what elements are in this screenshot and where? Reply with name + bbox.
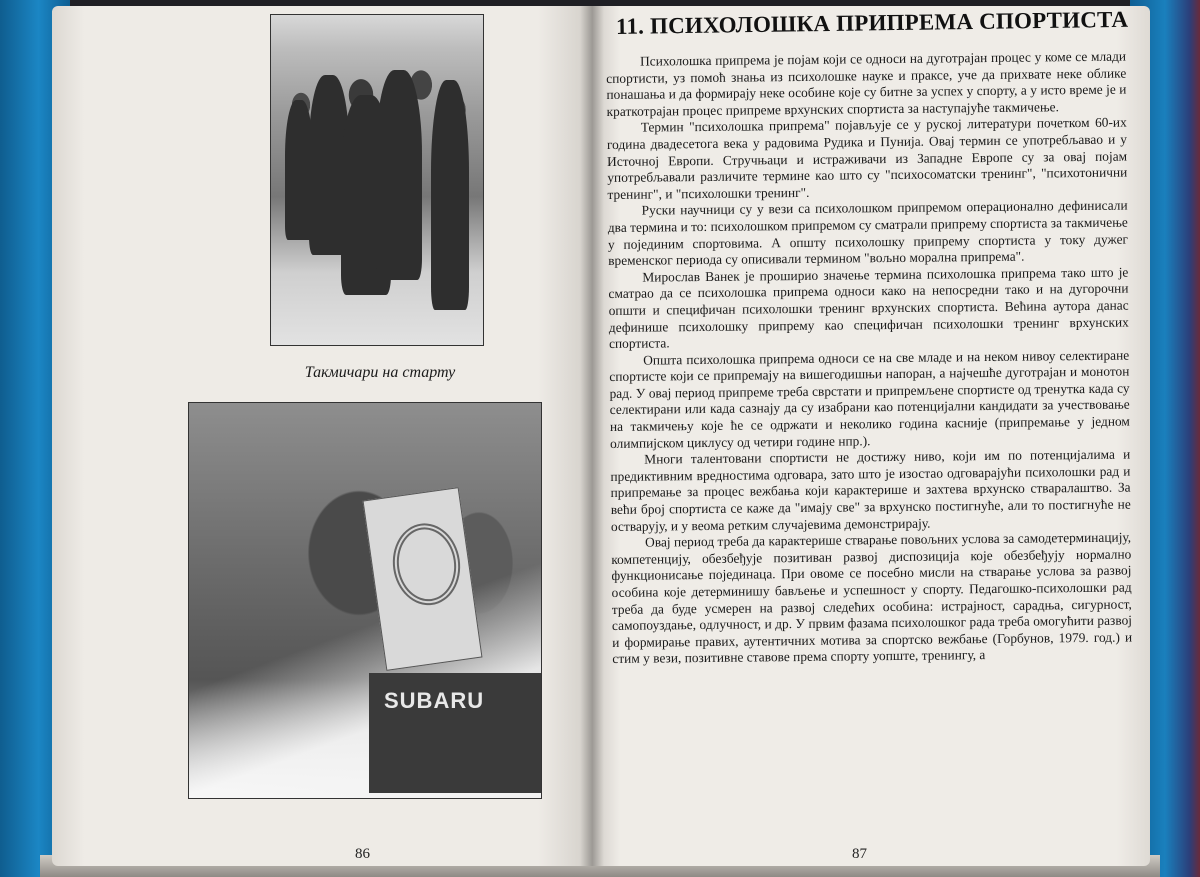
page-number-left: 86 bbox=[355, 846, 370, 862]
chapter-title: 11. ПСИХОЛОШКА ПРИПРЕМА СПОРТИСТА bbox=[615, 6, 1129, 39]
sponsor-text: SUBARU bbox=[384, 688, 485, 713]
paragraph: Термин "психолошка припрема" појављује се у руској литератури почетком 60-их година двадесетога века у радовима Рудика и Пунија. Овај термин се употребљавао и у Источној Европи. Стручњаци и истраживачи из Западне Европе су за овај појам употребљавали различите термине као што су "психосоматски тренинг", "психотонични тренинг", и "психолошки тренинг". bbox=[606, 114, 1128, 202]
book-gutter bbox=[580, 6, 604, 866]
photo-caption: Такмичари на старту bbox=[304, 364, 456, 381]
paragraph: Мирослав Ванек је проширио значење термина психолошка припрема тако што је сматрао да се психолошка припрема односи како на непосредни тако и на дугорочни општи и специфичан психолошки тренинг врхунских спортиста. Већина аутора данас дефинише психолошку припрему као специфичан психолошки тренинг врхунских спортиста. bbox=[608, 264, 1129, 352]
photo-skier-start bbox=[188, 402, 542, 799]
start-banner bbox=[363, 487, 483, 671]
paragraph: Општа психолошка припрема односи се на све младе и на неком нивоу селектиране спортисте који се припремају на вишегодишњи напоран, а најчешће дуготрајан и монотон рад. У овај период припреме треба сврстати и припремљене спортисте од тренутка када су селектирани или када сазнају да су изабрани као потенцијални кандидати за учествовање на такмичењу које ће се одржати и неколико година касније (припремање у једном олимпијском циклусу од четири године нпр.). bbox=[609, 347, 1130, 451]
page-number-right: 87 bbox=[852, 846, 867, 862]
chapter-body bbox=[606, 49, 1132, 668]
photo-skiers-group bbox=[270, 14, 484, 346]
paragraph: Многи талентовани спортисти не достижу ниво, који им по потенцијалима и предиктивним вредностима одговара, зато што је изостао одговарајући психолошки рад и припремање за процес вежбања који карактерише и захтева врхунско стваралаштво. За већи број спортиста се каже да "имају све" за врхунско постигнуће, али то постигнуће не остварују, и у веома ретким случајевима демонстрирају. bbox=[610, 446, 1131, 534]
paragraph: Руски научници су у вези са психолошком припремом операционално дефинисали два термина и то: психолошком припремом су сматрали припрему спортиста за такмичење у појединим спортовима. А општу психолошку припрему спортиста у току дужег временског периода су описивали термином "вољно морална припрема". bbox=[607, 197, 1129, 269]
paragraph: Психолошка припрема је појам који се односи на дуготрајан процес у коме се млади спортисти, уз помоћ знања из психолошке науке и праксе, уче да прихвате неке облике понашања и да формирају неке особине које су битне за успех у спорту, а у исто време је и краткотрајан процес припреме врхунских спортиста за наступајуће такмичење. bbox=[606, 48, 1127, 119]
paragraph: Овај период треба да карактерише стварање повољних услова за самодетерминацију, компетенцију, обезбеђује позитиван развој диспозиција које обезбеђују нормално функционисање појединаца. При овоме се посебно мисли на стварање услова за развој особина које детерминишу бављење и успешност у спорту. Педагошко-психолошки рад треба да буде усмерен на развој следећих особина: истрајност, сарадња, сигурност, самопоуздање, одлучност, и др. У првим фазама психолошког рада треба омогућити развој и формирање правих, аутентичних мотива за спортско вежбање (Горбунов, 1979. год.) и стим у вези, позитивне ставове према спорту уопште, тренингу, а bbox=[611, 529, 1133, 667]
